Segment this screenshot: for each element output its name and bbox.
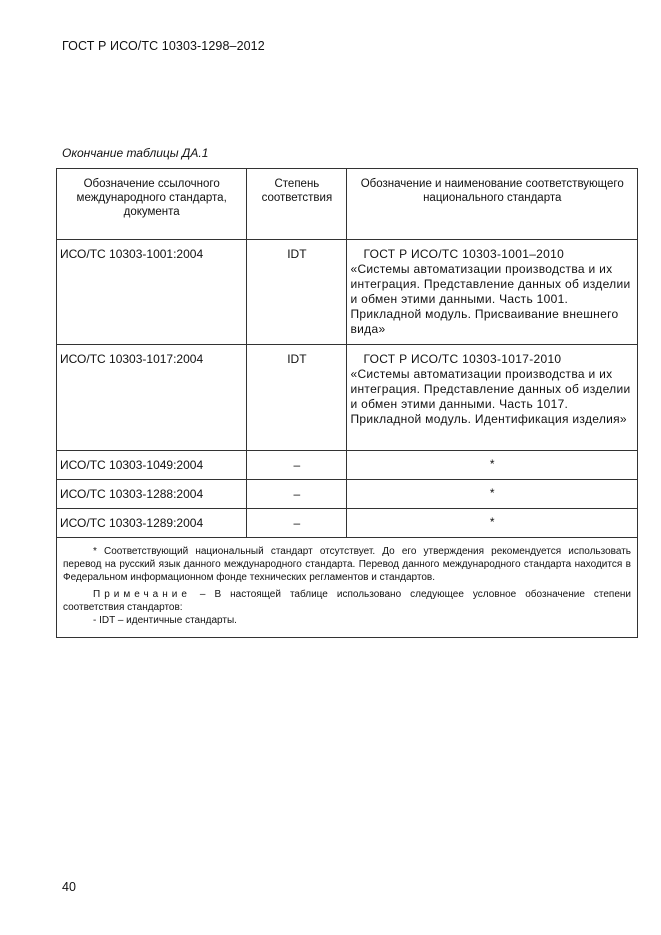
- reference-cell: ИСО/ТС 10303-1289:2004: [57, 509, 247, 538]
- note-paragraph: [63, 588, 631, 614]
- reference-cell: ИСО/ТС 10303-1049:2004: [57, 451, 247, 480]
- national-standard-code: ГОСТ Р ИСО/ТС 10303-1001–2010: [363, 247, 565, 261]
- table-row: [57, 480, 638, 509]
- page-number: 40: [62, 880, 76, 894]
- reference-cell: ИСО/ТС 10303-1017:2004: [57, 345, 247, 451]
- column-header-reference: Обозначение ссылочного международного стандарта, документа: [57, 169, 247, 240]
- national-standard-cell: *: [347, 451, 638, 480]
- national-standard-title: «Системы автоматизации производства и их интеграция. Представление данных об изделии и обмен этими данными. Часть 1017. Прикладной модуль. Идентификация изделия»: [350, 367, 631, 426]
- table-row: [57, 345, 638, 451]
- document-header: ГОСТ Р ИСО/ТС 10303-1298–2012: [62, 39, 265, 53]
- table-row: [57, 509, 638, 538]
- footnote-text: * Соответствующий национальный стандарт отсутствует. До его утверждения рекомендуется использовать перевод на русский язык данного международного стандарта. Перевод данного международного стандарта находится в Федеральном информационном фонде технических регламентов и стандартов.: [63, 546, 631, 583]
- degree-cell: –: [247, 480, 347, 509]
- degree-cell: IDT: [247, 345, 347, 451]
- degree-cell: –: [247, 509, 347, 538]
- national-standard-cell: [347, 345, 638, 451]
- correspondence-table: [56, 168, 638, 638]
- national-standard-cell: *: [347, 480, 638, 509]
- national-standard-cell: [347, 240, 638, 345]
- note-text: – В настоящей таблице использовано следующее условное обозначение степени соответствия стандартов:: [63, 589, 631, 613]
- national-standard-title: «Системы автоматизации производства и их интеграция. Представление данных об изделии и обмен этими данными. Часть 1001. Прикладной модуль. Присваивание внешнего вида»: [350, 262, 631, 336]
- column-header-degree: Степень соответствия: [247, 169, 347, 240]
- table-row: [57, 240, 638, 345]
- reference-cell: ИСО/ТС 10303-1288:2004: [57, 480, 247, 509]
- national-standard-code: ГОСТ Р ИСО/ТС 10303-1017-2010: [363, 352, 562, 366]
- note-label: Примечание: [93, 589, 191, 600]
- degree-cell: IDT: [247, 240, 347, 345]
- column-header-national: Обозначение и наименование соответствующего национального стандарта: [347, 169, 638, 240]
- table-header-row: [57, 169, 638, 240]
- table-row: [57, 451, 638, 480]
- table-footnote-row: [57, 538, 638, 638]
- table-footnote: [57, 538, 638, 638]
- degree-cell: –: [247, 451, 347, 480]
- note-item: - IDT – идентичные стандарты.: [93, 615, 237, 626]
- reference-cell: ИСО/ТС 10303-1001:2004: [57, 240, 247, 345]
- table-caption: Окончание таблицы ДА.1: [62, 146, 209, 160]
- national-standard-cell: *: [347, 509, 638, 538]
